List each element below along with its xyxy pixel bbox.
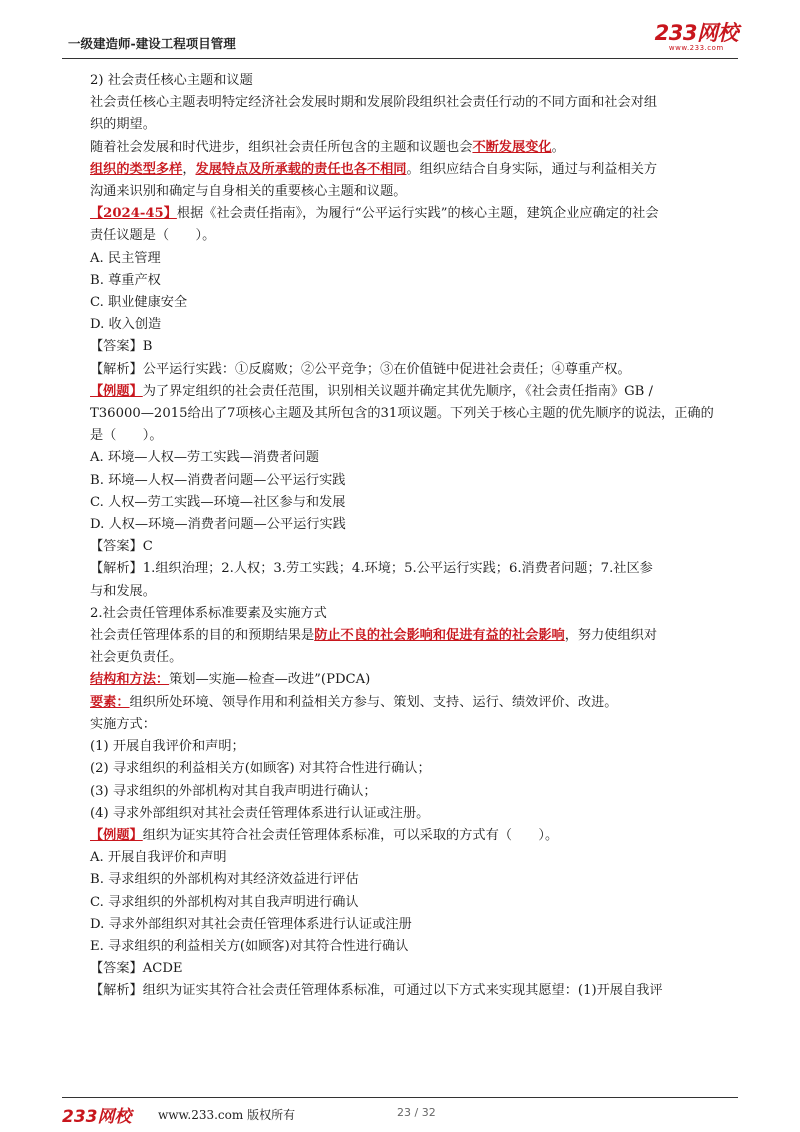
page-header	[68, 22, 738, 62]
option: B. 环境—人权—消费者问题—公平运行实践	[90, 472, 346, 488]
question-stem: 【2024-45】根据《社会责任指南》，为履行“公平运行实践”的核心主题，建筑企业应确定的社会	[90, 206, 659, 222]
question-tag: 【2024-45】	[90, 206, 177, 222]
paragraph: 社会责任核心主题表明特定经济社会发展时期和发展阶段组织社会责任行动的不同方面和社会对组	[90, 95, 658, 111]
paragraph: 社会责任管理体系的目的和预期结果是防止不良的社会影响和促进有益的社会影响，努力使组织对	[90, 628, 658, 644]
answer: 【答案】C	[90, 539, 153, 555]
footer-divider	[62, 1097, 738, 1098]
paragraph: 随着社会发展和时代进步，组织社会责任所包含的主题和议题也会不断发展变化。	[90, 139, 565, 155]
section-heading: 2) 社会责任核心主题和议题	[90, 73, 253, 88]
option: A. 开展自我评价和声明	[90, 850, 227, 866]
option: D. 寻求外部组织对其社会责任管理体系进行认证或注册	[90, 916, 412, 932]
highlight: 组织的类型多样	[90, 161, 183, 177]
question-tag: 【例题】	[90, 383, 143, 399]
list-item: (4) 寻求外部组织对其社会责任管理体系进行认证或注册。	[90, 805, 430, 821]
highlight: 不断发展变化	[472, 139, 552, 155]
question-stem-cont: T36000—2015给出了7项核心主题及其所包含的31项议题。下列关于核心主题的优先顺序的说法，正确的	[90, 406, 714, 422]
page-footer	[62, 1102, 738, 1127]
answer: 【答案】B	[90, 339, 153, 355]
question-stem-cont: 责任议题是（ ）。	[90, 228, 216, 244]
explanation-cont: 与和发展。	[90, 583, 156, 599]
header-title: 一级建造师-建设工程项目管理	[68, 36, 236, 51]
paragraph-cont: 沟通来识别和确定与自身相关的重要核心主题和议题。	[90, 184, 407, 200]
list-item: (1) 开展自我评价和声明；	[90, 739, 245, 755]
option: E. 寻求组织的利益相关方(如顾客)对其符合性进行确认	[90, 938, 409, 954]
option: D. 收入创造	[90, 317, 162, 333]
explanation: 【解析】组织为证实其符合社会责任管理体系标准，可通过以下方式来实现其愿望：(1)开展自我评	[90, 983, 663, 999]
highlight: 发展特点及所承载的责任也各不相同	[195, 161, 407, 177]
header-divider	[62, 58, 738, 59]
option: C. 职业健康安全	[90, 295, 188, 311]
list-item: (2) 寻求组织的利益相关方(如顾客) 对其符合性进行确认；	[90, 761, 431, 777]
option: A. 环境—人权—劳工实践—消费者问题	[90, 450, 319, 466]
highlight: 防止不良的社会影响和促进有益的社会影响	[314, 628, 565, 644]
paragraph: 组织的类型多样，发展特点及所承载的责任也各不相同。组织应结合自身实际，通过与利益相关方	[90, 161, 658, 177]
paragraph-cont: 织的期望。	[90, 117, 156, 133]
paragraph: 结构和方法：策划—实施—检查—改进”(PDCA)	[90, 672, 371, 688]
section-heading: 2.社会责任管理体系标准要素及实施方式	[90, 605, 327, 621]
paragraph: 实施方式：	[90, 716, 156, 732]
option: C. 人权—劳工实践—环境—社区参与和发展	[90, 494, 346, 510]
footer-copyright: www.233.com 版权所有	[158, 1108, 296, 1122]
label-tag: 要素：	[90, 694, 130, 710]
question-tag: 【例题】	[90, 827, 143, 843]
paragraph-cont: 社会更负责任。	[90, 650, 183, 666]
logo-url: www.233.com	[668, 44, 724, 52]
explanation: 【解析】1.组织治理；2.人权；3.劳工实践；4.环境；5.公平运行实践；6.消费者问题；7.社区参	[90, 561, 653, 577]
list-item: (3) 寻求组织的外部机构对其自我声明进行确认；	[90, 783, 377, 799]
option: B. 尊重产权	[90, 272, 161, 288]
paragraph: 要素：组织所处环境、领导作用和利益相关方参与、策划、支持、运行、绩效评价、改进。	[90, 694, 618, 710]
logo-text: 233网校	[654, 21, 738, 45]
question-stem-cont: 是（ ）。	[90, 428, 163, 444]
question-stem: 【例题】组织为证实其符合社会责任管理体系标准，可以采取的方式有（ ）。	[90, 827, 559, 843]
footer-logo: 233网校	[62, 1107, 132, 1127]
option: D. 人权—环境—消费者问题—公平运行实践	[90, 517, 346, 533]
option: A. 民主管理	[90, 250, 161, 266]
explanation: 【解析】公平运行实践：①反腐败；②公平竞争；③在价值链中促进社会责任；④尊重产权。	[90, 361, 631, 377]
question-stem: 【例题】为了界定组织的社会责任范围，识别相关议题并确定其优先顺序，《社会责任指南》GB /	[90, 383, 653, 399]
option: C. 寻求组织的外部机构对其自我声明进行确认	[90, 894, 359, 910]
answer: 【答案】ACDE	[90, 961, 183, 977]
label-tag: 结构和方法：	[90, 672, 170, 688]
brand-logo	[655, 22, 738, 53]
option: B. 寻求组织的外部机构对其经济效益进行评估	[90, 872, 359, 888]
page-number: 23 / 32	[397, 1106, 436, 1119]
document-body	[90, 70, 738, 1003]
